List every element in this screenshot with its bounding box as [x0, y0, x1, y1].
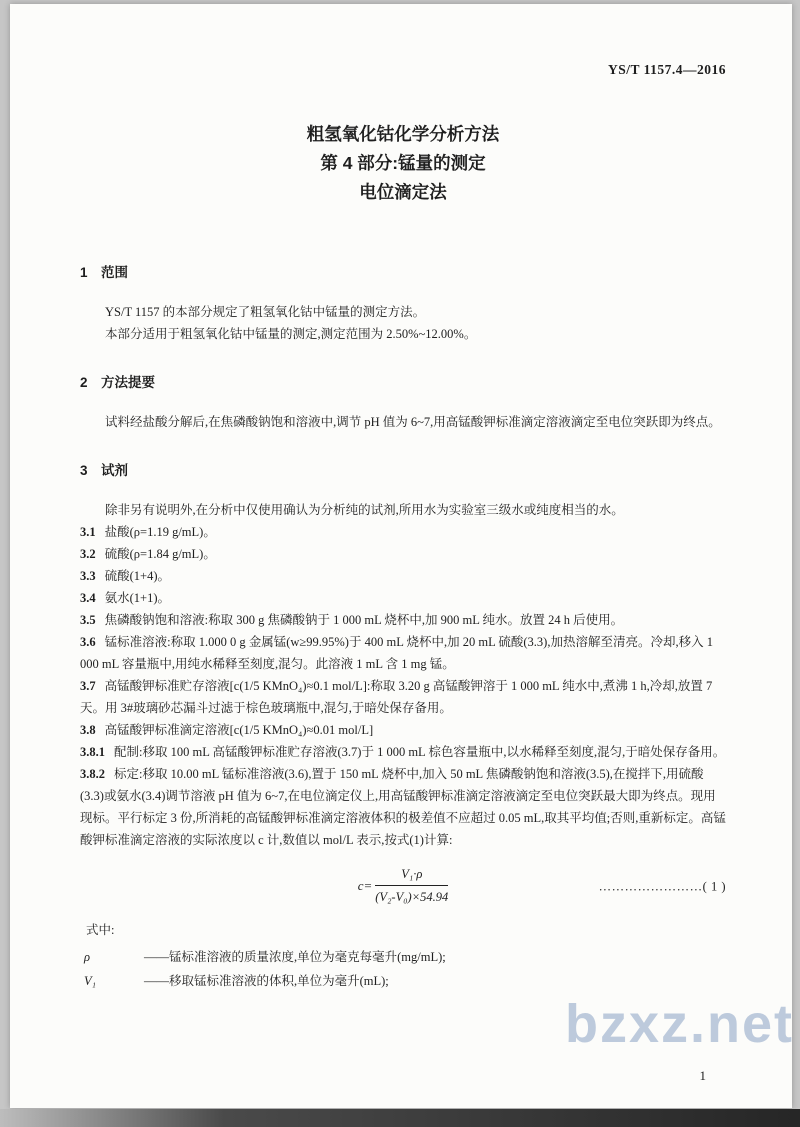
- section-1-paragraph-1: YS/T 1157 的本部分规定了粗氢氧化钴中锰量的测定方法。: [105, 305, 426, 319]
- clause-text: 氨水(1+1)。: [104, 591, 170, 605]
- section-1-paragraph-2: 本部分适用于粗氢氧化钴中锰量的测定,测定范围为 2.50%~12.00%。: [105, 327, 477, 341]
- clause-text: 锰标准溶液:称取 1.000 0 g 金属锰(w≥99.95%)于 400 mL 烧杯中,加 20 mL 硫酸(3.3),加热溶解至清亮。冷却,移入 1 000 mL 容量瓶中,用纯水稀释至刻度,混匀。此溶液 1 mL 含 1 mg 锰。: [80, 635, 713, 671]
- formula-lhs: c=: [357, 877, 373, 893]
- clause-text: 配制:移取 100 mL 高锰酸钾标准贮存溶液(3.7)于 1 000 mL 棕色容量瓶中,以水稀释至刻度,混匀,于暗处保存备用。: [114, 745, 726, 759]
- clause-item-3-8: [80, 719, 726, 741]
- watermark: bzxz.net: [564, 994, 794, 1054]
- clause-item-3-3: [80, 565, 726, 587]
- clause-text: 标定:移取 10.00 mL 锰标准溶液(3.6),置于 150 mL 烧杯中,加入 50 mL 焦磷酸钠饱和溶液(3.5),在搅拌下,用硫酸(3.3)或氨水(3.4)调节溶液 pH 值为 6~7,在电位滴定仪上,用高锰酸钾标准滴定溶液滴定至电位突跃最大即为终点。现用现标。平行标定 3 份,所消耗的高锰酸钾标准滴定溶液体积的极差值不应超过 0.05 mL,取其平均值;否则,重新标定。高锰酸钾标准滴定溶液的实际浓度以 c 计,数值以 mol/L 表示,按式(1)计算:: [80, 767, 726, 847]
- clause-item-3-8-1: [80, 741, 726, 763]
- title-line-1: 粗氢氧化钴化学分析方法: [306, 124, 500, 144]
- clause-number: 3.8: [80, 723, 96, 737]
- clause-number: 3.7: [80, 679, 96, 693]
- section-3-heading: 3 试剂: [80, 463, 129, 478]
- formula-1: [80, 861, 726, 913]
- formula-fraction: [375, 865, 448, 906]
- legend-intro: 式中:: [86, 923, 115, 937]
- clause-number: 3.3: [80, 569, 96, 583]
- section-2-paragraph-1: 试料经盐酸分解后,在焦磷酸钠饱和溶液中,调节 pH 值为 6~7,用高锰酸钾标准滴定溶液滴定至电位突跃即为终点。: [105, 415, 721, 429]
- legend-entry-rho: [80, 945, 726, 969]
- legend-description: ——锰标准溶液的质量浓度,单位为毫克每毫升(mg/mL);: [144, 950, 446, 964]
- legend-symbol: V₁: [84, 974, 96, 988]
- scan-edge-bottom: [0, 1109, 800, 1127]
- clause-item-3-6: [80, 631, 726, 675]
- formula-number: ( 1 ): [702, 879, 726, 894]
- clause-text: 硫酸(1+4)。: [104, 569, 170, 583]
- clause-text: 高锰酸钾标准滴定溶液[c(1/5 KMnO₄)≈0.01 mol/L]: [104, 723, 374, 737]
- section-1-heading: 1 范围: [80, 265, 129, 280]
- formula-dots: ……………………: [598, 879, 703, 894]
- page-number: 1: [699, 1068, 706, 1083]
- formula-equation-number: [599, 880, 726, 895]
- title-line-3: 电位滴定法: [359, 182, 447, 202]
- doc-number: YS/T 1157.4—2016: [607, 62, 726, 77]
- clause-item-3-2: [80, 543, 726, 565]
- clause-number: 3.8.1: [80, 745, 105, 759]
- clause-number: 3.6: [80, 635, 96, 649]
- clause-text: 硫酸(ρ=1.84 g/mL)。: [104, 547, 216, 561]
- clause-item-3-5: [80, 609, 726, 631]
- section-3-intro: 除非另有说明外,在分析中仅使用确认为分析纯的试剂,所用水为实验室三级水或纯度相当的水。: [105, 503, 624, 517]
- clause-number: 3.8.2: [80, 767, 105, 781]
- formula-expression: [358, 865, 449, 906]
- document-title: [80, 120, 726, 207]
- clause-item-3-7: [80, 675, 726, 719]
- clause-number: 3.2: [80, 547, 96, 561]
- legend-entry-v1: [80, 969, 726, 993]
- clause-item-3-8-2: [80, 763, 726, 851]
- clause-item-3-4: [80, 587, 726, 609]
- clause-text: 盐酸(ρ=1.19 g/mL)。: [104, 525, 216, 539]
- legend-description: ——移取锰标准溶液的体积,单位为毫升(mL);: [144, 974, 389, 988]
- clause-number: 3.1: [80, 525, 96, 539]
- clause-number: 3.5: [80, 613, 96, 627]
- clause-number: 3.4: [80, 591, 96, 605]
- formula-numerator: V₁·ρ: [375, 865, 448, 886]
- document-page: [10, 4, 792, 1108]
- clause-text: 焦磷酸钠饱和溶液:称取 300 g 焦磷酸钠于 1 000 mL 烧杯中,加 900 mL 纯水。放置 24 h 后使用。: [104, 613, 624, 627]
- clause-item-3-1: [80, 521, 726, 543]
- formula-denominator: (V₂-V₀)×54.94: [375, 890, 449, 904]
- clause-text: 高锰酸钾标准贮存溶液[c(1/5 KMnO₄)≈0.1 mol/L]:称取 3.20 g 高锰酸钾溶于 1 000 mL 纯水中,煮沸 1 h,冷却,放置 7 天。用 3#玻璃砂芯漏斗过滤于棕色玻璃瓶中,混匀,于暗处保存备用。: [80, 679, 713, 715]
- title-line-2: 第 4 部分:锰量的测定: [320, 153, 486, 173]
- section-2-heading: 2 方法提要: [80, 375, 156, 390]
- legend-symbol: ρ: [84, 950, 90, 964]
